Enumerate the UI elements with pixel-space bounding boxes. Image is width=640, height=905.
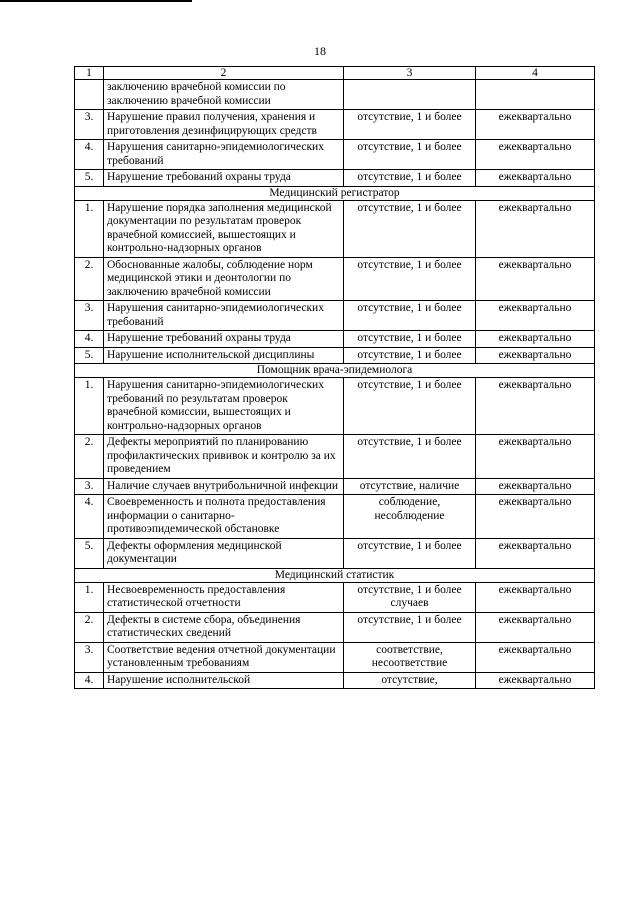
header-cell: 1 (75, 67, 104, 80)
table-row (75, 478, 595, 495)
table-row (75, 347, 595, 364)
row-criterion: отсутствие, 1 и более (344, 301, 476, 331)
table-row (75, 257, 595, 301)
row-period: ежеквартально (476, 347, 595, 364)
row-number: 4. (75, 672, 104, 689)
row-period: ежеквартально (476, 331, 595, 348)
row-criterion: отсутствие, 1 и более (344, 435, 476, 479)
row-description: Соответствие ведения отчетной документации установленным требованиям (104, 642, 344, 672)
row-number: 4. (75, 331, 104, 348)
row-period: ежеквартально (476, 200, 595, 257)
table-row (75, 612, 595, 642)
row-description: Своевременность и полнота предоставления информации о санитарно-противоэпидемической обстановке (104, 495, 344, 539)
row-period: ежеквартально (476, 672, 595, 689)
row-description: Нарушения санитарно-эпидемиологических требований (104, 301, 344, 331)
header-cell: 4 (476, 67, 595, 80)
row-number: 5. (75, 170, 104, 187)
row-number: 3. (75, 478, 104, 495)
row-period: ежеквартально (476, 495, 595, 539)
row-description: Нарушение порядка заполнения медицинской документации по результатам проверок врачебной комиссией, вышестоящих и контрольно-надзорных органов (104, 200, 344, 257)
row-description: Дефекты мероприятий по планированию профилактических прививок и контролю за их проведением (104, 435, 344, 479)
row-period: ежеквартально (476, 257, 595, 301)
row-period: ежеквартально (476, 435, 595, 479)
row-description: Дефекты оформления медицинской документации (104, 538, 344, 568)
row-description: Нарушения санитарно-эпидемиологических требований (104, 140, 344, 170)
header-cell: 3 (344, 67, 476, 80)
row-criterion: отсутствие, 1 и более (344, 612, 476, 642)
row-number: 3. (75, 301, 104, 331)
row-description: Наличие случаев внутрибольничной инфекции (104, 478, 344, 495)
row-criterion: отсутствие, 1 и более (344, 378, 476, 435)
row-description: Нарушение правил получения, хранения и приготовления дезинфицирующих средств (104, 110, 344, 140)
row-description: Нарушение требований охраны труда (104, 170, 344, 187)
row-description: Нарушения санитарно-эпидемиологических требований по результатам проверок врачебной комиссии, вышестоящих и контрольно-надзорных органов (104, 378, 344, 435)
row-criterion: отсутствие, 1 и более (344, 140, 476, 170)
row-number: 3. (75, 642, 104, 672)
top-rule (0, 0, 192, 2)
table-row (75, 170, 595, 187)
row-criterion: отсутствие, 1 и более (344, 347, 476, 364)
row-criterion: соответствие, несоответствие (344, 642, 476, 672)
table-row (75, 80, 595, 110)
row-criterion (344, 80, 476, 110)
row-criterion: отсутствие, 1 и более (344, 200, 476, 257)
section-header-row (75, 364, 595, 378)
row-number: 3. (75, 110, 104, 140)
row-period: ежеквартально (476, 582, 595, 612)
row-criterion: отсутствие, 1 и более (344, 538, 476, 568)
section-header-row (75, 186, 595, 200)
table-row (75, 110, 595, 140)
table-row (75, 642, 595, 672)
row-period: ежеквартально (476, 140, 595, 170)
row-number: 1. (75, 378, 104, 435)
table-row (75, 495, 595, 539)
table-row (75, 301, 595, 331)
table-row (75, 582, 595, 612)
row-criterion: отсутствие, наличие (344, 478, 476, 495)
header-cell: 2 (104, 67, 344, 80)
row-criterion: соблюдение, несоблюдение (344, 495, 476, 539)
row-period: ежеквартально (476, 378, 595, 435)
row-criterion: отсутствие, 1 и более (344, 331, 476, 348)
row-period (476, 80, 595, 110)
row-period: ежеквартально (476, 110, 595, 140)
row-criterion: отсутствие, 1 и более (344, 257, 476, 301)
table-row (75, 331, 595, 348)
row-criterion: отсутствие, 1 и более (344, 170, 476, 187)
row-number (75, 80, 104, 110)
criteria-table (74, 66, 595, 689)
row-description: Нарушение исполнительской дисциплины (104, 347, 344, 364)
table-row (75, 435, 595, 479)
row-criterion: отсутствие, (344, 672, 476, 689)
row-number: 1. (75, 200, 104, 257)
section-header-row (75, 568, 595, 582)
section-title: Медицинский регистратор (75, 186, 595, 200)
row-description: заключению врачебной комиссии по заключению врачебной комиссии (104, 80, 344, 110)
row-description: Несвоевременность предоставления статистической отчетности (104, 582, 344, 612)
table-row (75, 672, 595, 689)
table-row (75, 140, 595, 170)
row-period: ежеквартально (476, 538, 595, 568)
row-number: 4. (75, 495, 104, 539)
row-number: 4. (75, 140, 104, 170)
row-period: ежеквартально (476, 170, 595, 187)
table-row (75, 200, 595, 257)
row-number: 5. (75, 347, 104, 364)
row-criterion: отсутствие, 1 и более (344, 110, 476, 140)
table-row (75, 538, 595, 568)
row-criterion: отсутствие, 1 и более случаев (344, 582, 476, 612)
row-period: ежеквартально (476, 478, 595, 495)
section-title: Помощник врача-эпидемиолога (75, 364, 595, 378)
row-period: ежеквартально (476, 612, 595, 642)
table-row (75, 378, 595, 435)
row-description: Нарушение требований охраны труда (104, 331, 344, 348)
row-description: Обоснованные жалобы, соблюдение норм медицинской этики и деонтологии по заключению врачебной комиссии (104, 257, 344, 301)
row-number: 2. (75, 612, 104, 642)
table-header-row (75, 67, 595, 80)
row-period: ежеквартально (476, 301, 595, 331)
row-number: 5. (75, 538, 104, 568)
row-number: 2. (75, 435, 104, 479)
row-number: 2. (75, 257, 104, 301)
section-title: Медицинский статистик (75, 568, 595, 582)
page-number: 18 (314, 44, 326, 58)
row-description: Нарушение исполнительской (104, 672, 344, 689)
row-description: Дефекты в системе сбора, объединения статистических сведений (104, 612, 344, 642)
row-period: ежеквартально (476, 642, 595, 672)
row-number: 1. (75, 582, 104, 612)
